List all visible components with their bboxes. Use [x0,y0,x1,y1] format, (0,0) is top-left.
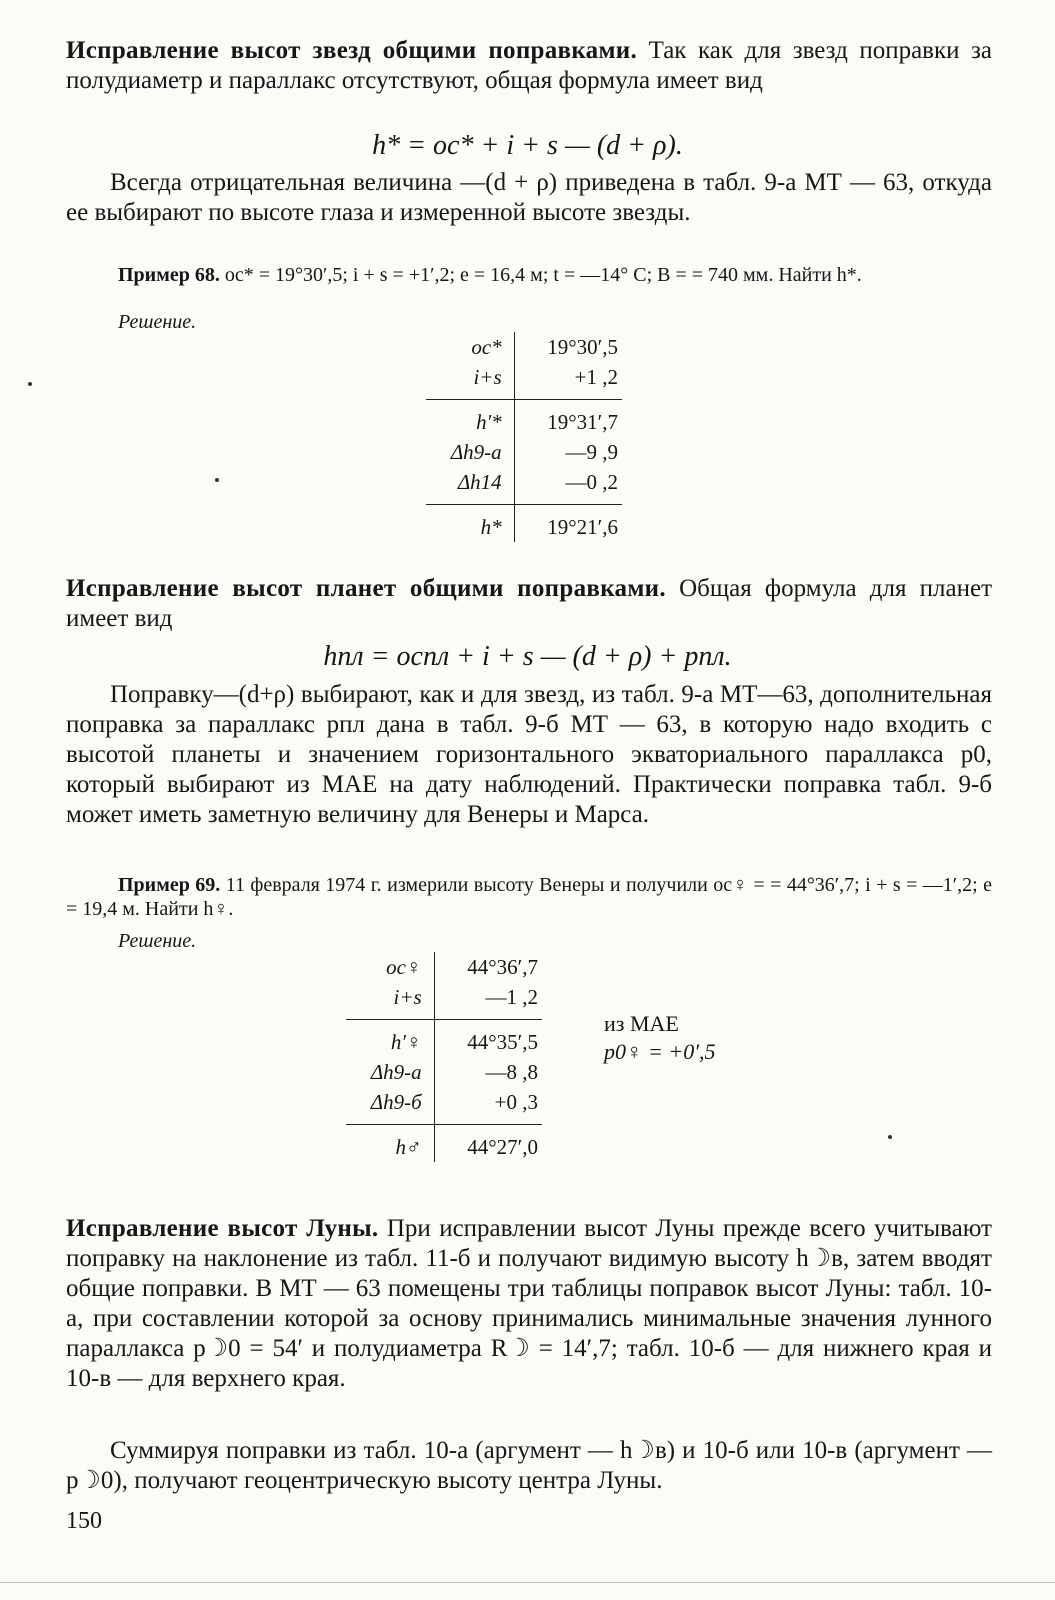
example-69 [66,873,992,921]
calc-row [346,1125,542,1163]
page-number: 150 [66,1508,102,1534]
calc-row [426,362,622,400]
example-68-label: Пример 68. [118,264,220,286]
example-68-text: oc* = 19°30′,5; i + s = +1′,2; e = 16,4 м; t = —14° C; B = = 740 мм. Найти h*. [219,264,862,286]
calc-value: +0 ,3 [494,1090,538,1114]
planets-correction-paragraph: Поправку—(d+ρ) выбирают, как и для звезд, из табл. 9-а МТ—63, дополнительная поправка за параллакс pпл дана в табл. 9-б МТ — 63, в которую надо входить с высотой планеты и значением горизонтального экваториального параллакса p0, который выбирают из МАЕ на дату наблюдений. Практически поправка табл. 9-б может иметь заметную величину для Венеры и Марса. [66,681,992,828]
scan-speck [888,1135,892,1139]
calc-value: 44°36′,7 [467,955,538,979]
scan-bottom-edge [0,1582,1055,1583]
calc-row [346,982,542,1020]
example-69-calc-table [346,952,542,1162]
calc-label: h♂ [346,1125,434,1163]
calc-value: 19°21′,6 [514,505,622,543]
calc-row [426,505,622,543]
calc-row [426,400,622,438]
calc-value: —8 ,8 [485,1060,538,1084]
mae-note-line1: из МАЕ [604,1011,679,1036]
calc-row [426,437,622,467]
mae-note-line2: p0♀ = +0′,5 [604,1039,716,1064]
calc-label: oc* [426,332,514,362]
calc-label: Δh14 [426,467,514,505]
example-69-label: Пример 69. [118,874,221,896]
example-69-solution-label: Решение. [118,930,197,952]
calc-label: Δh9-а [346,1057,434,1087]
calc-label: oc♀ [346,952,434,982]
calc-value: 19°31′,7 [514,400,622,438]
stars-correction-paragraph: Всегда отрицательная величина —(d + ρ) приведена в табл. 9-а МТ — 63, откуда ее выбирают по высоте глаза и измеренной высоте звезды. [66,169,992,226]
section-moon-heading: Исправление высот Луны. [66,1215,379,1242]
formula-planets: hпл = ocпл + i + s — (d + ρ) + pпл. [323,641,732,672]
calc-row [346,1087,542,1125]
calc-label: i+s [426,362,514,400]
mae-note [604,1010,716,1066]
formula-stars: h* = oc* + i + s — (d + ρ). [372,130,683,161]
calc-label: h′* [426,400,514,438]
calc-row [346,952,542,982]
calc-value: 44°27′,0 [434,1125,542,1163]
section-planets-paragraph [66,574,992,634]
calc-value: —9 ,9 [565,440,618,464]
calc-label: Δh9-б [346,1087,434,1125]
calc-row [346,1020,542,1058]
calc-row [346,1057,542,1087]
moon-sum-paragraph: Суммируя поправки из табл. 10-а (аргумент — h☽в) и 10-б или 10-в (аргумент — p☽0), получают геоцентрическую высоту центра Луны. [66,1437,992,1494]
section-stars-heading: Исправление высот звезд общими поправками. [66,37,638,64]
calc-value: 44°35′,5 [434,1020,542,1058]
calc-value: —0 ,2 [565,470,618,494]
calc-label: h′♀ [346,1020,434,1058]
example-68-solution-label: Решение. [118,311,197,333]
example-69-text: 11 февраля 1974 г. измерили высоту Венеры и получили oc♀ = = 44°36′,7; i + s = —1′,2; e = 19,4 м. Найти h♀. [66,874,993,920]
scan-speck [28,382,32,386]
calc-label: Δh9-а [426,437,514,467]
section-planets-text: Общая формула для планет имеет вид [66,575,992,632]
calc-row [426,467,622,505]
calc-row [426,332,622,362]
section-stars-text: Так как для звезд поправки за полудиаметр и параллакс отсутствуют, общая формула имеет вид [66,37,992,94]
section-moon-text: При исправлении высот Луны прежде всего учитывают поправку на наклонение из табл. 11-б и получают видимую высоту h☽в, затем вводят общие поправки. В МТ — 63 помещены три таблицы поправок высот Луны: табл. 10-а, при составлении которой за основу принимались минимальные значения лунного параллакса p☽0 = 54′ и полудиаметра R☽ = 14′,7; табл. 10-б — для нижнего края и 10-в — для верхнего края. [66,1215,992,1392]
calc-label: i+s [346,982,434,1020]
example-68 [66,263,992,287]
section-stars-paragraph [66,36,992,96]
calc-value: 19°30′,5 [547,335,618,359]
section-planets-heading: Исправление высот планет общими поправками. [66,575,666,602]
calc-value: —1 ,2 [485,985,538,1009]
calc-label: h* [426,505,514,543]
scan-speck [215,478,219,482]
section-moon-paragraph [66,1214,992,1394]
calc-value: +1 ,2 [574,365,618,389]
example-68-calc-table [426,332,622,542]
